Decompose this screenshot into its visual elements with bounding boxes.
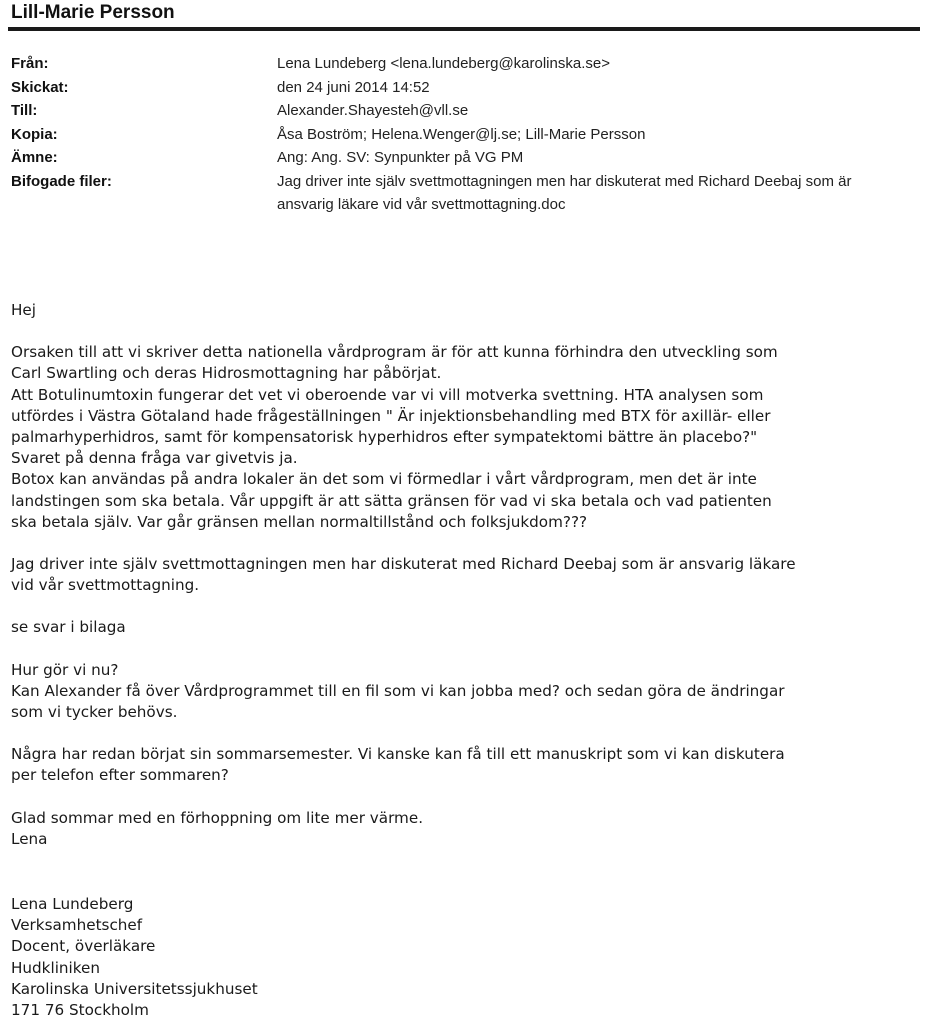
- recipient-value: Alexander.Shayesteh@vll.se: [277, 102, 469, 119]
- body-line: Carl Swartling och deras Hidrosmottagning har påbörjat.: [11, 364, 442, 383]
- body-line: vid vår svettmottagning.: [11, 576, 200, 595]
- paragraph-2: [11, 554, 923, 596]
- body-line: Lena: [11, 829, 48, 848]
- signature-name: Lena Lundeberg: [11, 895, 134, 913]
- body-line: palmarhyperhidros, samt för kompensatorisk hyperhidros efter sympatektomi bättre än placebo?": [11, 428, 758, 447]
- signature-organization: Karolinska Universitetssjukhuset: [11, 979, 258, 998]
- body-line: Hur gör vi nu?: [11, 660, 119, 679]
- subject-value: Ang: Ang. SV: Synpunkter på VG PM: [277, 149, 524, 166]
- header-label: Från:: [11, 55, 49, 72]
- body-line: Att Botulinumtoxin fungerar det vet vi oberoende var vi vill motverka svettning. HTA analysen som: [11, 385, 764, 404]
- body-line: Glad sommar med en förhoppning om lite mer värme.: [11, 808, 424, 827]
- body-line: Jag driver inte själv svettmottagningen men har diskuterat med Richard Deebaj som är ansvarig läkare: [11, 555, 796, 574]
- paragraph-5: [11, 744, 923, 786]
- paragraph-1: [11, 342, 923, 533]
- header-label: Till:: [11, 102, 38, 119]
- body-line: Orsaken till att vi skriver detta nationella vårdprogram är för att kunna förhindra den utveckling som: [11, 343, 778, 362]
- attachment-value: Jag driver inte själv svettmottagningen men har diskuterat med Richard Deebaj som är ansvarig läkare vid vår svettmottagning.doc: [277, 172, 852, 213]
- paragraph-6: [11, 808, 923, 850]
- header-cc: [11, 123, 921, 147]
- header-label: Ämne:: [11, 149, 58, 166]
- body-line: Svaret på denna fråga var givetvis ja.: [11, 449, 298, 468]
- greeting: Hej: [11, 301, 36, 319]
- header-sent: [11, 76, 921, 100]
- header-label: Bifogade filer:: [11, 172, 112, 190]
- body-line: utfördes i Västra Götaland hade frågeställningen " Är injektionsbehandling med BTX för axillär- eller: [11, 406, 771, 425]
- body-line: Kan Alexander få över Vårdprogrammet till en fil som vi kan jobba med? och sedan göra de ändringar: [11, 681, 785, 700]
- header-from: [11, 52, 921, 76]
- signature-address: 171 76 Stockholm: [11, 1001, 149, 1020]
- header-label: Skickat:: [11, 78, 69, 96]
- body-line: Botox kan användas på andra lokaler än det som vi förmedlar i vårt vårdprogram, men det är inte: [11, 470, 757, 489]
- signature-role: Docent, överläkare: [11, 937, 156, 956]
- email-signature: [11, 894, 611, 1021]
- header-subject: [11, 146, 921, 170]
- mailbox-owner-name: Lill-Marie Persson: [11, 2, 175, 23]
- cc-value: Åsa Boström; Helena.Wenger@lj.se; Lill-Marie Persson: [277, 125, 646, 143]
- body-line: som vi tycker behövs.: [11, 703, 178, 722]
- header-attachments: [11, 170, 921, 217]
- email-header: [11, 52, 921, 217]
- paragraph-4: [11, 660, 923, 724]
- signature-department: Hudkliniken: [11, 958, 100, 977]
- body-line: Några har redan börjat sin sommarsemester. Vi kanske kan få till ett manuskript som vi kan diskutera: [11, 745, 785, 764]
- header-label: Kopia:: [11, 125, 58, 143]
- sender-value: Lena Lundeberg <lena.lundeberg@karolinska.se>: [277, 55, 610, 72]
- body-line: per telefon efter sommaren?: [11, 766, 229, 785]
- email-body: [11, 300, 923, 850]
- body-line: landstingen som ska betala. Vår uppgift är att sätta gränsen för vad vi ska betala och vad patienten: [11, 491, 772, 510]
- header-divider: [8, 27, 920, 31]
- signature-title: Verksamhetschef: [11, 916, 143, 935]
- header-to: [11, 99, 921, 123]
- paragraph-3: se svar i bilaga: [11, 618, 126, 637]
- body-line: ska betala själv. Var går gränsen mellan normaltillstånd och folksjukdom???: [11, 512, 588, 531]
- sent-date-value: den 24 juni 2014 14:52: [277, 78, 430, 96]
